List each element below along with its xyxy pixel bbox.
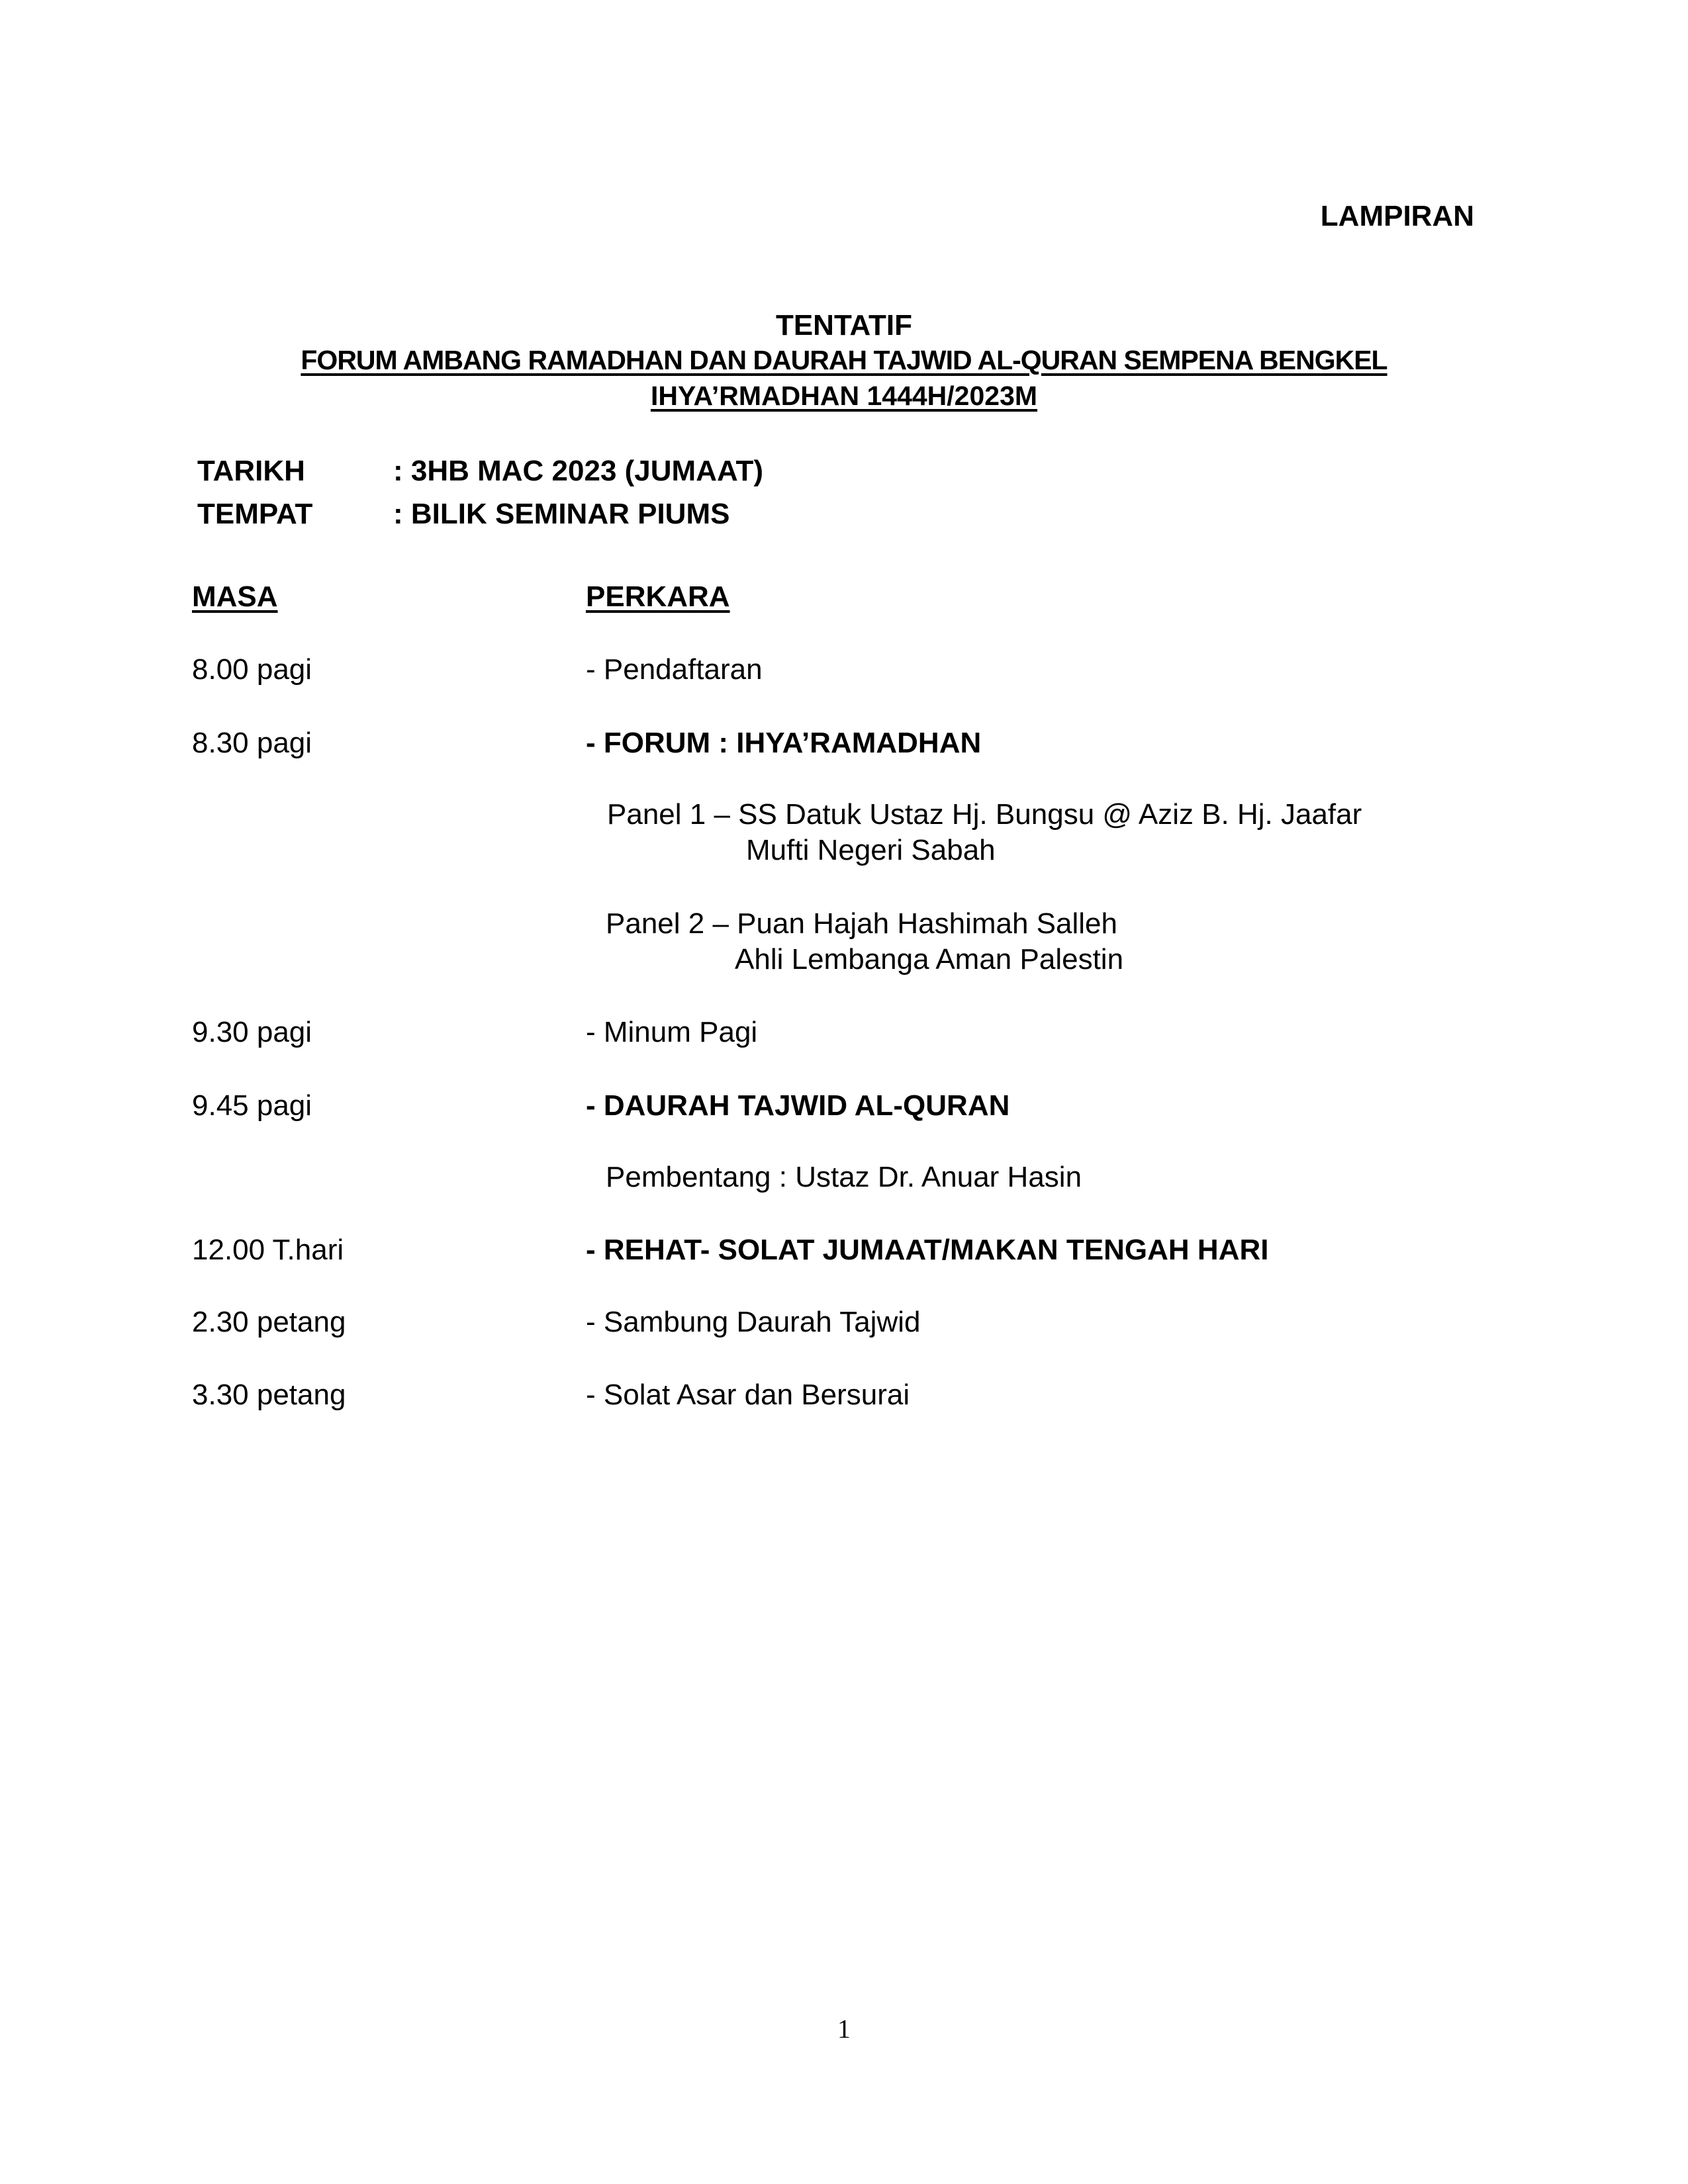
speaker: Pembentang : Ustaz Dr. Anuar Hasin xyxy=(606,1161,1082,1193)
row-time: 2.30 petang xyxy=(192,1306,346,1338)
date-label: TARIKH xyxy=(197,455,305,487)
lampiran-label: LAMPIRAN xyxy=(1320,200,1474,232)
panel-2-role: Ahli Lembanga Aman Palestin xyxy=(735,943,1124,976)
column-header-time: MASA xyxy=(192,580,278,613)
row-item: - FORUM : IHYA’RAMADHAN xyxy=(586,727,982,759)
column-header-item: PERKARA xyxy=(586,580,730,613)
panel-1: Panel 1 – SS Datuk Ustaz Hj. Bungsu @ Aziz B. Hj. Jaafar xyxy=(607,798,1362,831)
panel-1-role: Mufti Negeri Sabah xyxy=(746,834,996,866)
row-item: - Minum Pagi xyxy=(586,1016,758,1048)
row-time: 8.30 pagi xyxy=(192,727,312,759)
row-item: - Sambung Daurah Tajwid xyxy=(586,1306,921,1338)
venue-label: TEMPAT xyxy=(197,498,313,530)
row-time: 12.00 T.hari xyxy=(192,1234,344,1266)
row-time: 8.00 pagi xyxy=(192,653,312,686)
row-item: - Pendaftaran xyxy=(586,653,763,686)
row-time: 3.30 petang xyxy=(192,1379,346,1411)
venue-value: : BILIK SEMINAR PIUMS xyxy=(393,498,730,530)
date-value: : 3HB MAC 2023 (JUMAAT) xyxy=(393,455,764,487)
row-item: - Solat Asar dan Bersurai xyxy=(586,1379,910,1411)
row-item: - DAURAH TAJWID AL-QURAN xyxy=(586,1089,1010,1122)
row-time: 9.30 pagi xyxy=(192,1016,312,1048)
title-line-2: IHYA’RMADHAN 1444H/2023M xyxy=(650,381,1038,411)
title-line-1: FORUM AMBANG RAMADHAN DAN DAURAH TAJWID AL-QURAN SEMPENA BENGKEL xyxy=(301,345,1387,375)
heading: TENTATIF xyxy=(775,309,913,341)
row-item: - REHAT- SOLAT JUMAAT/MAKAN TENGAH HARI xyxy=(586,1234,1269,1266)
page-number: 1 xyxy=(837,2014,851,2044)
panel-2: Panel 2 – Puan Hajah Hashimah Salleh xyxy=(606,907,1117,940)
row-time: 9.45 pagi xyxy=(192,1089,312,1122)
